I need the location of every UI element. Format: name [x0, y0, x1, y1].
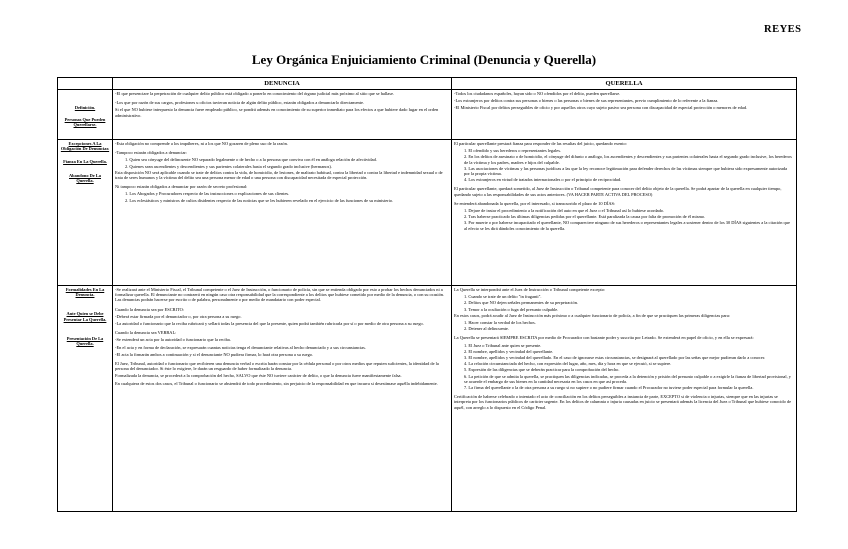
list-item: 1. Dejare de instar el procedimiento a la notificación del auto en que el Juez o el Tribunal así lo hubiese acordado. [464, 208, 665, 214]
cell-text: -El Ministerio Fiscal por delitos perseguibles de oficio y por aquellos otros cuyo sujeto pasivo sea persona con discapacidad de especial protección o menores de edad. [454, 105, 748, 111]
list-item: 2. Detener al delincuente. [464, 326, 509, 332]
cell-text: -El que presenciare la perpetración de cualquier delito público está obligado a ponerlo en conocimiento del órgano judicial más próximo al sitio que se hallase. [115, 91, 394, 96]
cell-text: Si el que NO hubiese interpuesto la denuncia fuere empleado público, se pondrá además en conocimiento de su superior inmediato para los efectos a que hubiere dado lugar en el orden administrativo. [115, 107, 439, 118]
list-item: 2. En los delitos de asesinato o de homicidio, el cónyuge del difunto o análogo, los ascendientes y descendientes y sus parientes colaterales hasta el segundo grado inclusive, los herederos de la víctima y los padres, madres e hijos del culpable. [464, 154, 792, 165]
cell-text: El Juez, Tribunal, autoridad o funcionario que recibieren una denuncia verbal o escrita harán constar por la cédula personal o por otros medios que reputen suficientes, la identidad de la persona del denunciador. Si éste lo exigiere, le darán un resguardo de haber formalizado la denuncia. [115, 361, 439, 372]
list-item: 3. Las asociaciones de víctimas y las personas jurídicas a las que la ley reconoce legitimación para defender derechos de las víctimas siempre que hubiera sido expresamente autorizada por la propia víctima. [464, 165, 788, 177]
cell-text: -En el acta y en forma de declaración, se expresarán cuantas noticias tenga el denunciante relativas al hecho denunciado y a sus circunstancias. [115, 344, 366, 350]
table-row [58, 286, 797, 512]
list-item: 1. Hacer constar la verdad de los hechos. [464, 320, 536, 326]
list-item: 2. Quienes sean ascendientes y descendientes y sus parientes colaterales hasta el segundo grado inclusive (hermanos). [125, 163, 332, 169]
row-label: Fianza En La Querella. [63, 159, 107, 165]
list-item: 2. El nombre, apellidos y vecindad del querellante. [464, 348, 554, 354]
list-item: 1. Quien sea cónyuge del delincuente NO separado legalmente o de hecho o a la persona que conviva con él en análoga relación de afectividad. [125, 157, 377, 163]
list-item: 1. El ofendido y sus herederos o representantes legales. [464, 148, 562, 154]
list-item: 3. Temor a la ocultación o fuga del presunto culpable. [464, 306, 559, 312]
list-item: 4. Los extranjeros en virtud de tratados internacionales o por el principio de reciprocidad. [464, 177, 622, 183]
cell-text: -La autoridad o funcionario que la reciba rubricará y sellará todas la presencia del que la presente, quien podrá también rubricarla por sí o por medio de otra persona a su ruego. [115, 321, 424, 327]
cell-text: Certificación de haberse celebrado o intentado el acto de conciliación en los delitos perseguibles a instancia de parte, EXCEPTO si de violencia o injurias, siempre que en las injurias se interpreta por los funcionarios públicos de carácter urgente. En los delitos de calumnia o injuria causadas en juicio se presentará además la licencia del Juez o Tribunal que hubiese conocido de aquél, con arreglo a lo dispuesto en el Código Penal. [454, 394, 792, 410]
list-item: 3. El nombre, apellidos y vecindad del querellado. En el caso de ignorarse estas circunstancias, se designará al querellado por las señas que mejor pudieran darlo a conocer. [464, 355, 766, 361]
cell-text: -Los que por razón de sus cargos, profesiones u oficios tuvieran noticia de algún delito público, estarán obligados a denunciarlo directamente. [115, 100, 365, 106]
list-item: 1. Cuando se trate de un delito "in fraganti". [464, 294, 542, 300]
list-item: 4. La relación circunstanciada del hecho, con expresión del lugar, año, mes, día y hora en que se ejecutó, si se supiere. [464, 361, 672, 367]
row-label: Excepciones A La Obligación De Denunciar. [60, 141, 110, 152]
row-label: Definición. [74, 105, 96, 110]
cell-text: Se entenderá abandonada la querella, por el interesado, si transcurrido el plazo de 10 DÍAS: [454, 200, 616, 206]
row-label-cell [58, 286, 113, 512]
cell-text: La Querella se presentará SIEMPRE ESCRITA por medio de Procurador con bastante poder y suscrita por Letrado. Se extenderá en papel de oficio, y en ella se expresará: [454, 335, 754, 341]
list-item: 1. Los Abogados y Procuradores respecto de las instrucciones o explicaciones de sus clientes. [125, 191, 290, 197]
author-name: REYES [764, 24, 802, 35]
list-item: 2. Los eclesiásticos y ministros de cultos disidentes respecto de las noticias que se les hubieren revelado en el ejercicio de las funciones de su ministerio. [125, 197, 394, 203]
row-label-cell [58, 90, 113, 140]
querella-cell [452, 286, 797, 512]
table-row [58, 90, 797, 140]
denuncia-cell [113, 140, 452, 286]
cell-text: Ni tampoco estarán obligados a denunciar por razón de secreto profesional: [115, 184, 248, 190]
list-item: 1. El Juez o Tribunal ante quien se presente. [464, 342, 542, 348]
row-label-cell [58, 140, 113, 286]
row-label: Formalidades En La Denuncia. [65, 287, 105, 298]
cell-text: -Esta obligación no comprende a los impúberes, ni a los que NO gozaren de pleno uso de la razón. [115, 141, 288, 146]
table-row [58, 140, 797, 286]
cell-text: Esta disposición NO será aplicable cuando se trate de delitos contra la vida, de homicidio, de lesiones, de maltrato habitual, contra la libertad o contra la libertad e indemnidad sexual o de trata de seres humanos y la víctima del delito sea una persona menor de edad o una persona con discapacidad necesitada de especial protección. [115, 169, 443, 181]
blank-header-cell [58, 78, 113, 90]
cell-text: En cualquiera de estos dos casos, el Tribunal o funcionario se abstendrá de todo procedimiento, sin perjuicio de la responsabilidad en que incurra si desestimase aquélla indebidamente. [115, 380, 438, 386]
querella-cell [452, 140, 797, 286]
cell-text: El particular querellante, quedará sometido, al Juez de Instrucción o Tribunal competente para conocer del delito objeto de la querella. Se podrá apartar de la querella en cualquier tiempo, quedando sujeto a las responsabilidades de sus actos anteriores. (VA HACER PARTE ACTIVA DEL PROCESO) [454, 186, 782, 197]
row-label: Abandono De La Querella. [69, 172, 101, 183]
cell-text: Cuando la denuncia sea por ESCRITO: [115, 306, 185, 312]
cell-text: El particular querellante prestará fianza para responder de las resultas del juicio, quedando exento: [454, 141, 627, 146]
row-label: Presentación De La Querella. [66, 335, 104, 347]
list-item: 2. Tras haberse practicado las últimas diligencias pedidas por el querellante. Está paralizada la causa por falta de promoción de él mismo. [464, 214, 706, 220]
cell-text: -Todos los ciudadanos españoles, hayan sido o NO ofendidos por el delito, pueden querellarse. [454, 91, 621, 96]
list-item: 5. Expresión de las diligencias que se deberán practicar para la comprobación del hecho. [464, 367, 620, 373]
list-item: 7. La firma del querellante o la de otra persona a su ruego si no supiere o no pudiere firmar cuando el Procurador no tuviese poder especial para formular la querella. [464, 385, 754, 391]
page-title: Ley Orgánica Enjuiciamiento Criminal (Denuncia y Querella) [251, 52, 597, 67]
querella-column-header: QUERELLA [452, 78, 797, 90]
list-item: 3. Por muerte o por haberse incapacitado el querellante, NO compareciere ninguno de sus herederos o representantes legales a sostener dentro de los 30 DÍAS siguientes a la citación que al efecto se les dirá dándoles conocimiento de la querella. [464, 220, 790, 231]
cell-text: -Tampoco estarán obligados a denunciar: [115, 150, 188, 156]
cell-text: -Se realizará ante el Ministerio Fiscal, el Tribunal competente o el Juez de Instrucción, o funcionario de policía, sin que se entienda obligado por esto a probar los hechos denunciados ni a formalizar querella. El denunciante no contraerá en ningún caso otra responsabilidad que la correspondiente a los delitos que hubiese cometido por medio de la denuncia, o con su ocasión. Las denuncias podrán hacerse por escrito o de palabra, personalmente o por medio de mandatario con poder especial. [115, 287, 445, 303]
cell-text: En estos casos, podrá acudir al Juez de Instrucción más próximo o a cualquier funcionario de policía, a fin de que se practiquen las primeras diligencias para: [454, 312, 731, 318]
cell-text: La Querella se interpondrá ante el Juez de Instrucción o Tribunal competente excepto: [454, 287, 606, 292]
denuncia-column-header: DENUNCIA [113, 78, 452, 90]
denuncia-cell [113, 90, 452, 140]
table-header-row [58, 78, 797, 90]
row-label: Personas Que Pueden Querellarse. [64, 117, 106, 128]
cell-text: -Deberá estar firmada por el denunciador o, por otra persona a su ruego. [115, 313, 242, 319]
cell-text: -El acta la firmarán ambos a continuación y si el denunciante NO pudiera firmar, lo hará otra persona a su ruego. [115, 351, 314, 357]
cell-text: Formalizada la denuncia, se procederá a la comprobación del hecho, SALVO que éste NO tuviere carácter de delito, o que la denuncia fuere manifiestamente falsa. [115, 373, 402, 379]
cell-text: -Se extenderá un acta por la autoridad o funcionario que la reciba. [115, 337, 231, 343]
comparison-table [57, 77, 797, 512]
list-item: 6. La petición de que se admita la querella, se practiquen las diligencias indicadas, se proceda a la detención y prisión del presunto culpable o a exigirle la fianza de libertad provisional, y se acuerde el embargo de sus bienes en la cantidad necesaria en los casos en que así proceda. [464, 373, 791, 384]
querella-cell [452, 90, 797, 140]
cell-text: -Los extranjeros por delitos contra sus personas o bienes o las personas o bienes de sus representantes, previo cumplimiento de lo referente a la fianza. [454, 98, 719, 104]
list-item: 2. Delitos que NO dejen señales permanentes de su perpetración. [464, 300, 578, 306]
row-label: Ante Quien se Debe Presentar La Querella. [63, 311, 107, 322]
denuncia-cell [113, 286, 452, 512]
cell-text: Cuando la denuncia sea VERBAL: [115, 330, 177, 336]
